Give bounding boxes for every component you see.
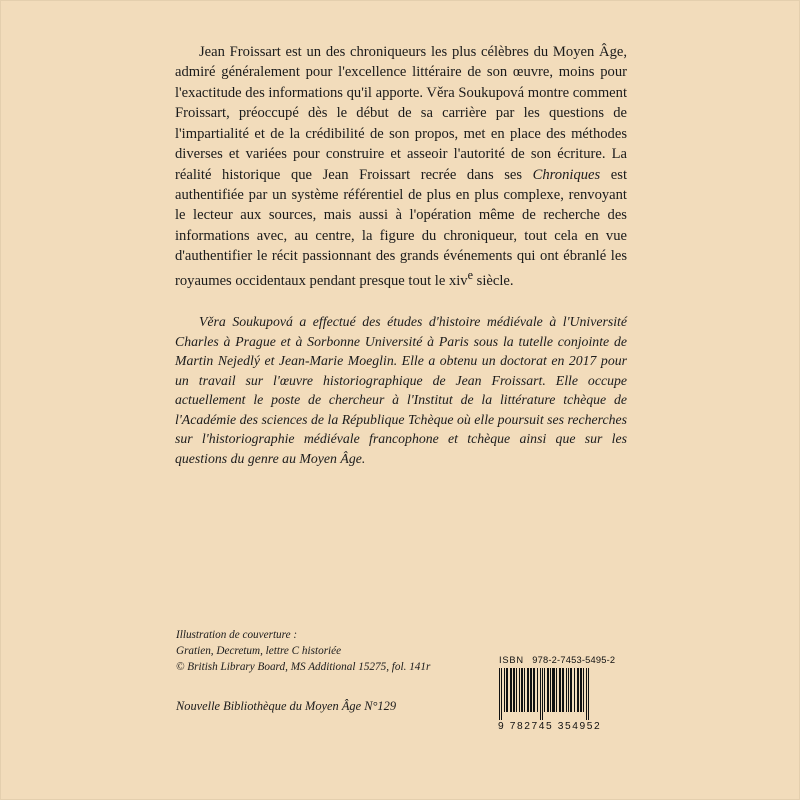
barcode-digits: 9 782745 354952 [498,721,602,732]
isbn-block [497,655,627,732]
blurb-paragraph: Jean Froissart est un des chroniqueurs les plus célèbres du Moyen Âge, admiré généralement pour l'excellence littéraire de son œuvre, moins pour l'exactitude des informations qu'il apporte. Věra Soukupová montre comment Froissart, préoccupé dès le début de sa carrière par les questions de l'impartialité et de la crédibilité de son propos, met en place des méthodes diverses et variées pour construire et asseoir l'autorité de son écriture. La réalité historique que Jean Froissart recrée dans ses Chroniques est authentifiée par un système référentiel de plus en plus complexe, renvoyant le lecteur aux sources, mais aussi à l'opération même de recherche des informations avec, au centre, la figure du chroniqueur, tout cela en vue d'authentifier le récit passionnant des grands événements qui ont ébranlé les royaumes occidentaux pendant presque tout le xiv$^e$ siècle. [175,44,628,289]
isbn-number: 978-2-7453-5495-2 [532,655,616,665]
isbn-text [499,655,627,665]
barcode-bars [497,668,625,720]
isbn-label: ISBN [499,655,524,665]
cover-credits-line-2: Gratien, Decretum, lettre C historiée [176,644,342,657]
cover-credits [176,628,506,676]
barcode [497,668,625,720]
cover-credits-line-3: © British Library Board, MS Additional 15275, fol. 141r [176,660,431,673]
author-bio-paragraph: Věra Soukupová a effectué des études d'histoire médiévale à l'Université Charles à Prague et à Sorbonne Université à Paris sous la tutelle conjointe de Martin Nejedlý et Jean-Marie Moeglin. Elle a obtenu un doctorat en 2017 pour un travail sur l'œuvre historiographique de Jean Froissart. Elle occupe actuellement le poste de chercheur à l'Institut de la littérature tchèque de l'Académie des sciences de la République Tchèque où elle poursuit ses recherches sur l'historiographie médiévale francophone et tchèque ainsi que sur les questions du genre au Moyen Âge. [175,314,627,467]
series-line: Nouvelle Bibliothèque du Moyen Âge N°129 [176,699,397,713]
cover-credits-line-1: Illustration de couverture : [176,629,298,641]
